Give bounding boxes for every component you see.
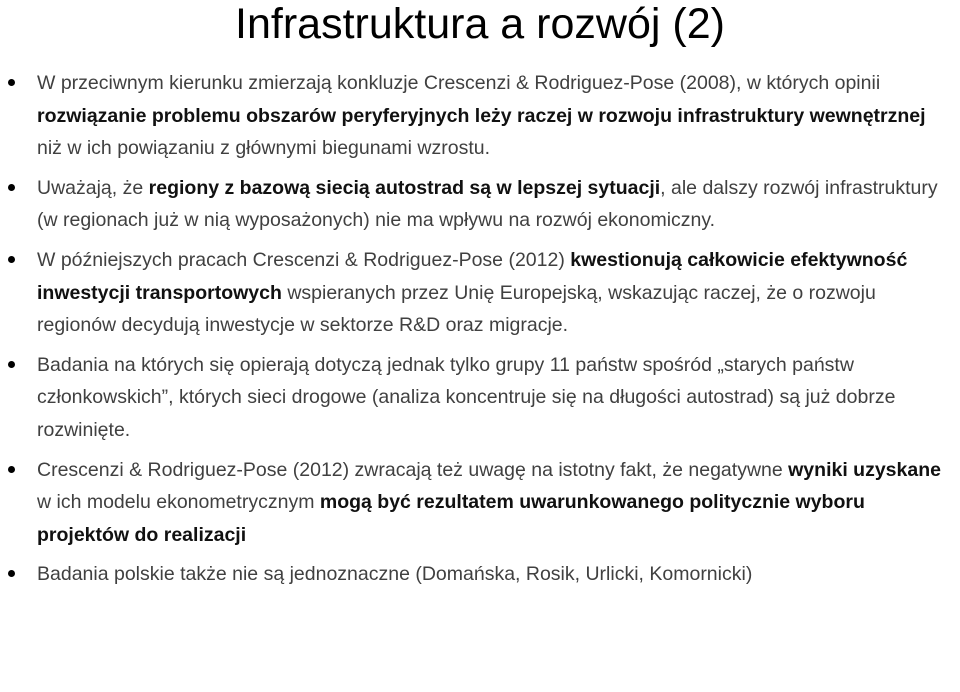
bullet-item: [0, 558, 960, 591]
bold-text-segment: wyniki uzyskane: [788, 458, 941, 481]
bullet-dot-icon: [8, 184, 15, 191]
bullet-dot-icon: [8, 79, 15, 86]
bold-text-segment: rozwiązanie problemu obszarów peryferyjnych leży raczej w rozwoju infrastruktury wewnętrznej: [37, 104, 926, 127]
text-segment: , ale dalszy rozwój infrastruktury (w regionach już w nią wyposażonych) nie ma wpływu na rozwój ekonomiczny.: [37, 176, 938, 232]
bullet-item: [0, 67, 960, 165]
text-segment: Uważają, że: [37, 176, 149, 199]
bullet-text: [37, 459, 941, 546]
text-segment: Badania na których się opierają dotyczą jednak tylko grupy 11 państw spośród „starych państw członkowskich”, których sieci drogowe (analiza koncentruje się na długości autostrad) są już dobrze rozwinięte.: [37, 353, 896, 441]
bullet-item: [0, 172, 960, 237]
bullet-item: [0, 454, 960, 552]
text-segment: Crescenzi & Rodriguez-Pose (2012) zwracają też uwagę na istotny fakt, że negatywne: [37, 458, 789, 481]
bold-text-segment: kwestionują całkowicie efektywność inwestycji transportowych: [37, 248, 908, 304]
bullet-text: [37, 177, 938, 232]
slide-title: Infrastruktura a rozwój (2): [235, 0, 725, 48]
text-segment: W przeciwnym kierunku zmierzają konkluzje Crescenzi & Rodriguez-Pose (2008), w których opinii: [37, 72, 881, 94]
text-segment: niż w ich powiązaniu z głównymi biegunami wzrostu.: [37, 137, 491, 160]
bullet-item: [0, 349, 960, 447]
text-segment: Badania polskie także nie są jednoznaczne (Domańska, Rosik, Urlicki, Komornicki): [37, 563, 753, 586]
bold-text-segment: regiony z bazową siecią autostrad są w lepszej sytuacji: [148, 176, 661, 199]
bullet-text: [37, 354, 895, 441]
text-segment: W późniejszych pracach Crescenzi & Rodriguez-Pose (2012): [37, 248, 571, 271]
bullet-text: [37, 563, 752, 585]
bullet-text: [37, 249, 907, 336]
bold-text-segment: mogą być rezultatem uwarunkowanego politycznie wyboru projektów do realizacji: [37, 491, 865, 546]
bullet-dot-icon: [8, 466, 15, 473]
bullet-dot-icon: [8, 361, 15, 368]
bullet-dot-icon: [8, 256, 15, 263]
bullet-list: [0, 67, 960, 598]
bullet-item: [0, 244, 960, 342]
bullet-dot-icon: [8, 570, 15, 577]
text-segment: w ich modelu ekonometrycznym: [37, 491, 320, 514]
text-segment: wspieranych przez Unię Europejską, wskazując raczej, że o rozwoju regionów decydują inwestycje w sektorze R&D oraz migracje.: [37, 281, 876, 337]
bullet-text: [37, 72, 926, 159]
